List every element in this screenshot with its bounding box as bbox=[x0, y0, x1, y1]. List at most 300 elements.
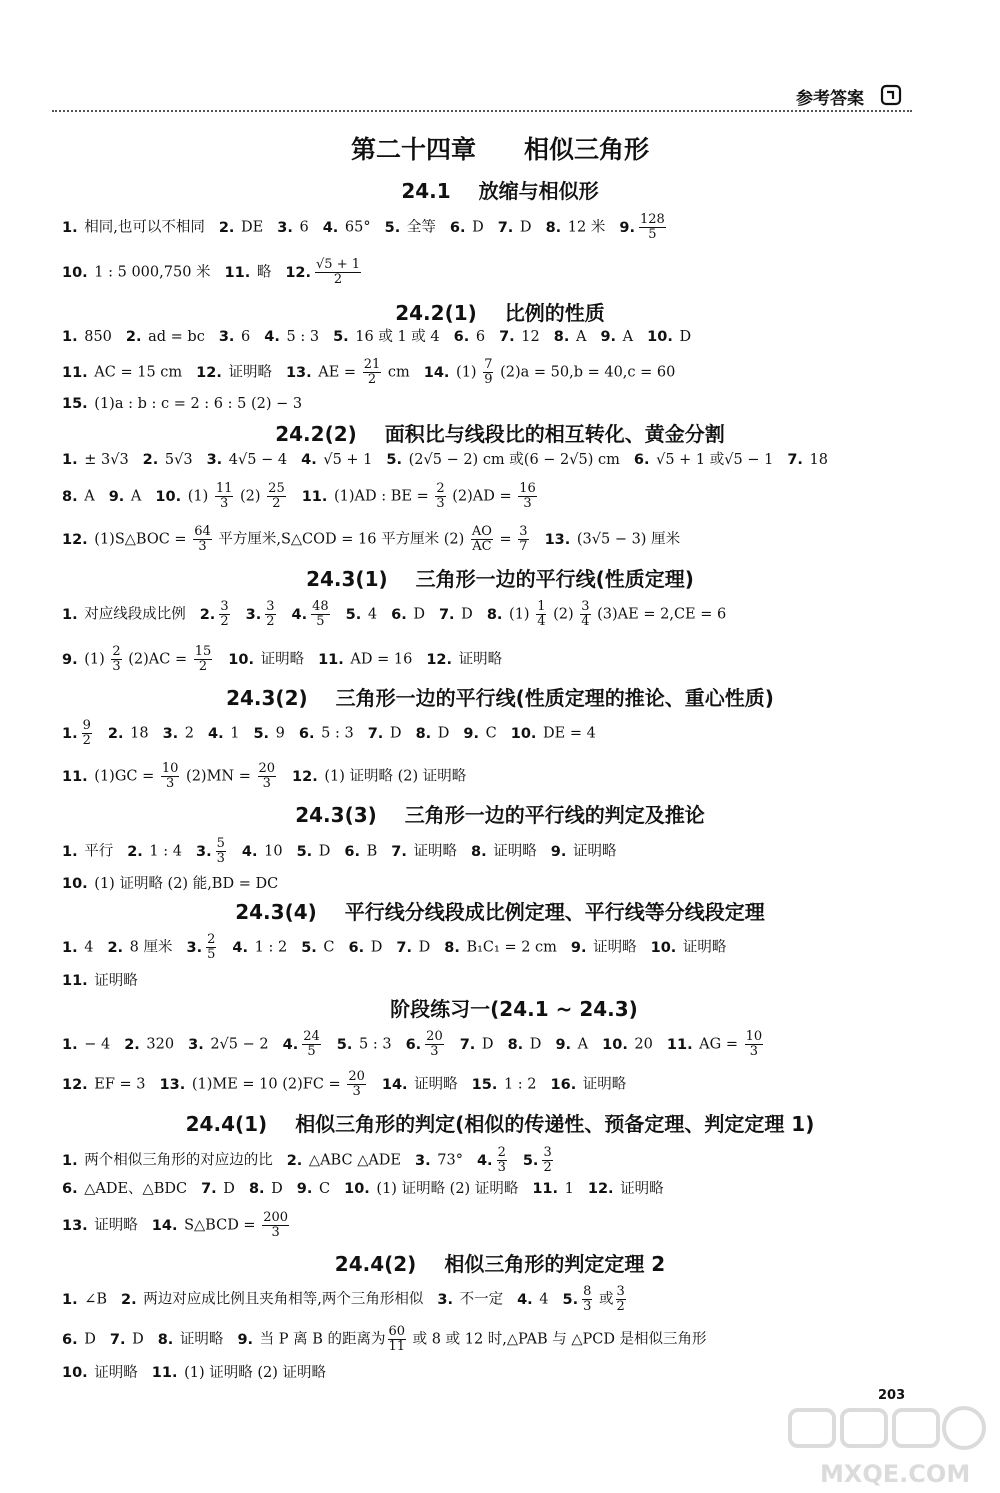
section-heading bbox=[0, 563, 1000, 592]
item-number: 12. bbox=[587, 1181, 614, 1197]
answer-text: B bbox=[362, 843, 378, 860]
item-number: 8. bbox=[507, 1036, 524, 1053]
answer-line bbox=[62, 1146, 555, 1175]
section-number: 24.3(4) bbox=[235, 900, 317, 924]
answer-line bbox=[62, 326, 691, 348]
answer-text: 850 bbox=[79, 329, 112, 345]
fraction bbox=[582, 1285, 592, 1314]
answer-text: D bbox=[314, 843, 331, 860]
fraction-denominator: 3 bbox=[271, 1225, 280, 1240]
item-number: 3. bbox=[162, 725, 179, 742]
answer-text: 5 : 3 bbox=[316, 725, 354, 742]
item-number: 9. bbox=[237, 1331, 254, 1348]
answer-text: DE bbox=[236, 219, 264, 236]
item-number: 1. bbox=[62, 606, 78, 623]
answer-text: A bbox=[573, 1036, 589, 1053]
fraction-denominator: 5 bbox=[307, 1044, 316, 1059]
item-number: 14. bbox=[423, 364, 450, 381]
item-number: 13. bbox=[62, 1217, 88, 1234]
fraction bbox=[471, 525, 493, 554]
item-number: 3. bbox=[437, 1291, 453, 1308]
item-number: 7. bbox=[396, 939, 412, 956]
item-number: 11. bbox=[666, 1036, 693, 1053]
answer-text: AG = bbox=[694, 1036, 743, 1053]
answer-text: 两个相似三角形的对应边的比 bbox=[79, 1152, 273, 1169]
answer-text: 6 bbox=[236, 329, 251, 345]
section-heading bbox=[0, 418, 1000, 447]
section-title: 三角形一边的平行线(性质定理) bbox=[415, 567, 694, 591]
item-number: 5. bbox=[336, 1036, 353, 1053]
item-number: 9. bbox=[570, 939, 587, 956]
section-heading bbox=[0, 682, 1000, 711]
item-number: 8. bbox=[471, 843, 487, 860]
item-number: 4. bbox=[282, 1036, 299, 1053]
fraction-numerator: 64 bbox=[194, 524, 211, 539]
fraction-numerator: 3 bbox=[543, 1145, 552, 1160]
answer-text: 对应线段成比例 bbox=[79, 606, 186, 623]
item-number: 8. bbox=[444, 939, 460, 956]
answer-line bbox=[62, 1070, 626, 1099]
item-number: 11. bbox=[224, 264, 251, 281]
item-number: 11. bbox=[62, 364, 88, 381]
fraction-denominator: 4 bbox=[581, 614, 590, 629]
item-number: 10. bbox=[650, 939, 677, 956]
answer-text: (1) 证明略 (2) 证明略 bbox=[179, 1365, 326, 1381]
fraction bbox=[580, 600, 590, 629]
answer-text: D bbox=[525, 1036, 542, 1053]
answer-text: 相同,也可以不相同 bbox=[79, 219, 205, 236]
answer-text: A bbox=[126, 488, 142, 505]
answer-text: 2√5 − 2 bbox=[205, 1036, 269, 1053]
item-number: 9. bbox=[619, 219, 635, 236]
answer-text: 两边对应成比例且夹角相等,两个三角形相似 bbox=[138, 1291, 424, 1308]
fraction-denominator: 3 bbox=[352, 1084, 361, 1099]
answer-text: D bbox=[218, 1181, 235, 1197]
fraction-denominator: 2 bbox=[333, 272, 343, 287]
answer-text: D bbox=[477, 1036, 494, 1053]
fraction bbox=[194, 645, 213, 674]
section-number: 24.2(1) bbox=[395, 301, 477, 325]
answer-text: 不一定 bbox=[454, 1291, 504, 1308]
answer-line bbox=[62, 213, 668, 242]
item-number: 2. bbox=[142, 452, 159, 468]
answer-text: 5 : 3 bbox=[354, 1036, 392, 1053]
answer-text: (1) 证明略 (2) 能,BD = DC bbox=[89, 876, 279, 892]
fraction-denominator: 5 bbox=[316, 614, 325, 629]
answer-text: 1 : 4 bbox=[144, 843, 182, 860]
item-number: 1. bbox=[62, 725, 78, 742]
answer-text: (2)AC = bbox=[123, 651, 192, 668]
item-number: 12. bbox=[196, 364, 222, 381]
item-number: 11. bbox=[62, 973, 88, 989]
corner-arrow-icon bbox=[880, 84, 902, 106]
fraction-numerator: 16 bbox=[519, 481, 536, 496]
section-heading bbox=[0, 799, 1000, 828]
section-heading bbox=[0, 896, 1000, 925]
item-number: 10. bbox=[62, 1365, 88, 1381]
item-number: 5. bbox=[296, 843, 313, 860]
answer-text: (2)AD = bbox=[447, 488, 517, 505]
item-number: 8. bbox=[248, 1181, 265, 1197]
answer-text: 8 厘米 bbox=[125, 939, 173, 956]
answer-text: C bbox=[314, 1181, 331, 1197]
fraction bbox=[363, 358, 382, 387]
item-number: 6. bbox=[62, 1181, 78, 1197]
item-number: 7. bbox=[367, 725, 384, 742]
chapter-name: 相似三角形 bbox=[524, 135, 650, 164]
answer-text: B₁C₁ = 2 cm bbox=[461, 939, 557, 956]
fraction-numerator: 11 bbox=[215, 481, 233, 496]
item-number: 8. bbox=[553, 329, 570, 345]
header-divider bbox=[52, 110, 912, 112]
answer-text: (3√5 − 3) 厘米 bbox=[572, 531, 681, 548]
fraction-denominator: 2 bbox=[272, 496, 281, 511]
fraction-denominator: 3 bbox=[112, 659, 121, 674]
section-title: 放缩与相似形 bbox=[478, 179, 599, 203]
item-number: 14. bbox=[151, 1217, 178, 1234]
answer-text: 12 bbox=[516, 329, 540, 345]
answer-text: 18 bbox=[804, 452, 828, 468]
fraction-numerator: 7 bbox=[484, 357, 493, 372]
answer-text: D bbox=[433, 725, 450, 742]
item-number: 7. bbox=[109, 1331, 126, 1348]
item-number: 6. bbox=[453, 329, 470, 345]
answer-line bbox=[62, 600, 726, 629]
item-number: 2. bbox=[218, 219, 235, 236]
answer-line bbox=[62, 482, 539, 511]
item-number: 4. bbox=[476, 1152, 493, 1169]
item-number: 6. bbox=[633, 452, 650, 468]
answer-text: (1)ME = 10 (2)FC = bbox=[187, 1076, 346, 1093]
fraction bbox=[215, 482, 234, 511]
answer-text: 4 bbox=[363, 606, 378, 623]
answer-text: (1) 证明略 (2) 证明略 bbox=[371, 1181, 519, 1197]
answer-text: 证明略 bbox=[568, 843, 617, 860]
item-number: 11. bbox=[301, 488, 328, 505]
item-number: 2. bbox=[121, 1291, 137, 1308]
fraction-numerator: 3 bbox=[220, 599, 229, 614]
fraction-numerator: 1 bbox=[537, 599, 546, 614]
item-number: 3. bbox=[186, 939, 203, 956]
fraction-denominator: 3 bbox=[430, 1044, 439, 1059]
answer-line bbox=[62, 1285, 628, 1314]
answer-line bbox=[62, 645, 502, 674]
item-number: 6. bbox=[348, 939, 365, 956]
item-number: 3. bbox=[188, 1036, 204, 1053]
answer-text: 全等 bbox=[402, 219, 436, 236]
item-number: 2. bbox=[107, 725, 124, 742]
item-number: 5. bbox=[384, 219, 401, 236]
fraction bbox=[302, 1030, 321, 1059]
fraction bbox=[311, 600, 330, 629]
fraction-denominator: 2 bbox=[198, 659, 208, 674]
svg-text:MXQE.COM: MXQE.COM bbox=[820, 1460, 971, 1488]
fraction-denominator: 3 bbox=[198, 539, 207, 554]
fraction-numerator: 20 bbox=[258, 761, 276, 776]
answer-text: (1)S△BOC = bbox=[89, 531, 192, 548]
item-number: 9. bbox=[600, 329, 617, 345]
answer-text: S△BCD = bbox=[179, 1217, 261, 1234]
fraction-numerator: 21 bbox=[363, 357, 381, 372]
item-number: 6. bbox=[405, 1036, 422, 1053]
answer-text: 证明略 bbox=[89, 973, 138, 989]
answer-text: 证明略 bbox=[488, 843, 537, 860]
item-number: 1. bbox=[62, 1291, 78, 1308]
item-number: 10. bbox=[62, 876, 88, 892]
section-number: 24.2(2) bbox=[275, 422, 357, 446]
answer-text: △ABC △ADE bbox=[304, 1152, 402, 1169]
answer-text: D bbox=[515, 219, 532, 236]
fraction bbox=[497, 1146, 507, 1175]
answer-line bbox=[62, 358, 675, 387]
item-number: 5. bbox=[562, 1291, 579, 1308]
item-number: 11. bbox=[62, 768, 88, 785]
answer-text: AC = 15 cm bbox=[89, 364, 183, 381]
fraction-numerator: 15 bbox=[194, 644, 212, 659]
item-number: 2. bbox=[127, 843, 143, 860]
answer-text: 证明略 bbox=[615, 1181, 664, 1197]
section-title: 三角形一边的平行线(性质定理的推论、重心性质) bbox=[335, 686, 774, 710]
answer-text: C bbox=[318, 939, 335, 956]
fraction bbox=[639, 213, 666, 242]
item-number: 5. bbox=[333, 329, 349, 345]
item-number: 3. bbox=[206, 452, 223, 468]
item-number: 6. bbox=[391, 606, 407, 623]
section-title: 平行线分线段成比例定理、平行线等分线段定理 bbox=[344, 900, 765, 924]
section-heading bbox=[0, 993, 1000, 1022]
item-number: 1. bbox=[62, 329, 78, 345]
fraction-numerator: 24 bbox=[303, 1029, 320, 1044]
fraction-numerator: 3 bbox=[616, 1284, 625, 1299]
watermark-logo bbox=[780, 1398, 995, 1488]
answer-text: 4√5 − 4 bbox=[224, 452, 288, 468]
fraction bbox=[518, 482, 537, 511]
answer-text: 证明略 bbox=[223, 364, 272, 381]
fraction-denominator: 5 bbox=[207, 947, 216, 962]
answer-text: D bbox=[79, 1331, 96, 1348]
fraction bbox=[258, 762, 277, 791]
section-heading bbox=[0, 1108, 1000, 1137]
answer-line bbox=[62, 393, 302, 415]
item-number: 8. bbox=[545, 219, 562, 236]
answer-text: D bbox=[456, 606, 473, 623]
item-number: 7. bbox=[438, 606, 455, 623]
answer-text: 9 bbox=[271, 725, 285, 742]
answer-text: √5 + 1 或√5 − 1 bbox=[651, 452, 774, 468]
fraction-denominator: 3 bbox=[216, 851, 225, 866]
answer-text: 12 米 bbox=[563, 219, 606, 236]
item-number: 13. bbox=[544, 531, 571, 548]
fraction-denominator: 2 bbox=[220, 614, 229, 629]
answer-text: ∠B bbox=[79, 1291, 108, 1308]
answer-text: 1 bbox=[560, 1181, 574, 1197]
answer-text: 平行 bbox=[79, 843, 114, 860]
fraction bbox=[435, 482, 445, 511]
item-number: 4. bbox=[232, 939, 249, 956]
fraction bbox=[536, 600, 546, 629]
answer-text: (1)a : b : c = 2 : 6 : 5 (2) − 3 bbox=[89, 396, 303, 412]
header-label: 参考答案 bbox=[796, 89, 864, 109]
item-number: 12. bbox=[292, 768, 318, 785]
fraction-denominator: 5 bbox=[648, 227, 657, 242]
answer-text: D bbox=[385, 725, 402, 742]
item-number: 12. bbox=[426, 651, 452, 668]
answer-text: (1)AD : BE = bbox=[329, 488, 434, 505]
answer-text: 320 bbox=[141, 1036, 175, 1053]
fraction bbox=[483, 358, 493, 387]
answer-text: 5 : 3 bbox=[281, 329, 320, 345]
item-number: 7. bbox=[499, 329, 515, 345]
fraction bbox=[219, 600, 229, 629]
item-number: 2. bbox=[107, 939, 124, 956]
item-number: 9. bbox=[62, 651, 78, 668]
item-number: 5. bbox=[345, 606, 362, 623]
answer-text: 证明略 bbox=[89, 1217, 138, 1234]
answer-text: 1 bbox=[225, 725, 240, 742]
item-number: 6. bbox=[62, 1331, 78, 1348]
answer-text: 6 bbox=[294, 219, 309, 236]
section-title: 面积比与线段比的相互转化、黄金分割 bbox=[384, 422, 725, 446]
item-number: 1. bbox=[62, 219, 78, 236]
fraction bbox=[267, 482, 286, 511]
fraction-numerator: 5 bbox=[216, 836, 225, 851]
section-heading bbox=[0, 1248, 1000, 1277]
item-number: 5. bbox=[301, 939, 317, 956]
answer-text: 10 bbox=[259, 843, 283, 860]
fraction-numerator: 60 bbox=[388, 1324, 406, 1339]
section-heading bbox=[0, 175, 1000, 204]
item-number: 11. bbox=[532, 1181, 559, 1197]
fraction-numerator: 3 bbox=[266, 599, 275, 614]
answer-line bbox=[62, 719, 596, 748]
answer-text: 证明略 bbox=[175, 1331, 224, 1348]
answer-text: EF = 3 bbox=[89, 1076, 146, 1093]
item-number: 13. bbox=[159, 1076, 186, 1093]
item-number: 9. bbox=[555, 1036, 572, 1053]
answer-text: 5√3 bbox=[160, 452, 193, 468]
item-number: 2. bbox=[199, 606, 216, 623]
item-number: 4. bbox=[291, 606, 308, 623]
item-number: 5. bbox=[522, 1152, 539, 1169]
answer-text: (2√5 − 2) cm 或(6 − 2√5) cm bbox=[404, 452, 620, 468]
item-number: 1. bbox=[62, 939, 78, 956]
answer-text: 1 : 2 bbox=[499, 1076, 537, 1093]
page-number: 203 bbox=[878, 1388, 906, 1403]
answer-text: − 4 bbox=[79, 1036, 111, 1053]
answer-text: 4 bbox=[534, 1291, 549, 1308]
fraction-numerator: 8 bbox=[583, 1284, 592, 1299]
fraction-denominator: 3 bbox=[219, 496, 229, 511]
fraction-denominator: 4 bbox=[537, 614, 546, 629]
fraction-denominator: 2 bbox=[616, 1299, 625, 1314]
item-number: 12. bbox=[62, 1076, 88, 1093]
item-number: 9. bbox=[550, 843, 567, 860]
fraction bbox=[82, 719, 92, 748]
section-title: 比例的性质 bbox=[504, 301, 605, 325]
answer-text: 证明略 bbox=[588, 939, 637, 956]
answer-text: 20 bbox=[629, 1036, 653, 1053]
section-number: 24.3(1) bbox=[306, 567, 388, 591]
fraction bbox=[347, 1070, 366, 1099]
answer-line bbox=[62, 873, 278, 895]
section-number: 24.3(3) bbox=[295, 803, 377, 827]
answer-text: 18 bbox=[125, 725, 149, 742]
answer-text: ad = bc bbox=[143, 329, 205, 345]
item-number: 10. bbox=[344, 1181, 370, 1197]
item-number: 7. bbox=[391, 843, 407, 860]
item-number: 15. bbox=[62, 396, 88, 412]
item-number: 4. bbox=[322, 219, 339, 236]
answer-text: 平方厘米,S△COD = 16 平方厘米 bbox=[213, 531, 440, 548]
answer-line bbox=[62, 525, 680, 554]
answer-text: 6 bbox=[471, 329, 486, 345]
answer-text: (1) bbox=[451, 364, 482, 381]
answer-line bbox=[62, 1362, 326, 1384]
item-number: 7. bbox=[787, 452, 803, 468]
item-number: 6. bbox=[344, 843, 361, 860]
item-number: 11. bbox=[151, 1365, 178, 1381]
answer-text: A bbox=[571, 329, 587, 345]
answer-line bbox=[62, 1325, 707, 1354]
item-number: 4. bbox=[264, 329, 280, 345]
fraction-numerator: 3 bbox=[519, 524, 528, 539]
answer-line bbox=[62, 837, 616, 866]
item-number: 4. bbox=[301, 452, 317, 468]
fraction bbox=[425, 1030, 444, 1059]
answer-text: 证明略 bbox=[409, 1076, 458, 1093]
item-number: 8. bbox=[62, 488, 78, 505]
fraction-numerator: 25 bbox=[268, 481, 285, 496]
answer-text: 证明略 bbox=[255, 651, 305, 668]
fraction-denominator: 7 bbox=[519, 539, 528, 554]
chapter-title bbox=[0, 130, 1000, 166]
answer-text: DE = 4 bbox=[538, 725, 596, 742]
item-number: 12. bbox=[62, 531, 88, 548]
fraction-numerator: 2 bbox=[207, 932, 216, 947]
section-title: 相似三角形的判定(相似的传递性、预备定理、判定定理 1) bbox=[295, 1112, 815, 1136]
item-number: 12. bbox=[285, 264, 312, 281]
fraction-denominator: 3 bbox=[523, 496, 532, 511]
answer-text: D bbox=[467, 219, 484, 236]
answer-text: (1) 证明略 (2) 证明略 bbox=[319, 768, 467, 785]
fraction-denominator: 11 bbox=[388, 1339, 406, 1354]
answer-text: 证明略 bbox=[89, 1365, 138, 1381]
answer-text: 证明略 bbox=[578, 1076, 627, 1093]
item-number: 9. bbox=[463, 725, 480, 742]
item-number: 3. bbox=[218, 329, 235, 345]
answer-text: A bbox=[79, 488, 95, 505]
fraction bbox=[388, 1325, 407, 1354]
fraction-denominator: 2 bbox=[543, 1160, 552, 1175]
answer-text: 2 bbox=[180, 725, 195, 742]
answer-line bbox=[62, 449, 828, 471]
answer-text: 65° bbox=[340, 219, 371, 236]
item-number: 10. bbox=[62, 264, 88, 281]
fraction bbox=[193, 525, 212, 554]
section-number: 24.4(2) bbox=[334, 1252, 417, 1276]
fraction-numerator: 10 bbox=[161, 761, 179, 776]
answer-text: cm bbox=[383, 364, 410, 381]
section-number: 24.3(2) bbox=[226, 686, 308, 710]
fraction-numerator: 2 bbox=[436, 481, 445, 496]
section-number: 24.1 bbox=[401, 179, 451, 203]
fraction bbox=[161, 762, 180, 791]
answer-text: D bbox=[413, 939, 431, 956]
answer-line bbox=[62, 762, 466, 791]
answer-text: △ADE、△BDC bbox=[79, 1181, 188, 1197]
item-number: 1. bbox=[62, 452, 78, 468]
fraction-numerator: 2 bbox=[497, 1145, 506, 1160]
